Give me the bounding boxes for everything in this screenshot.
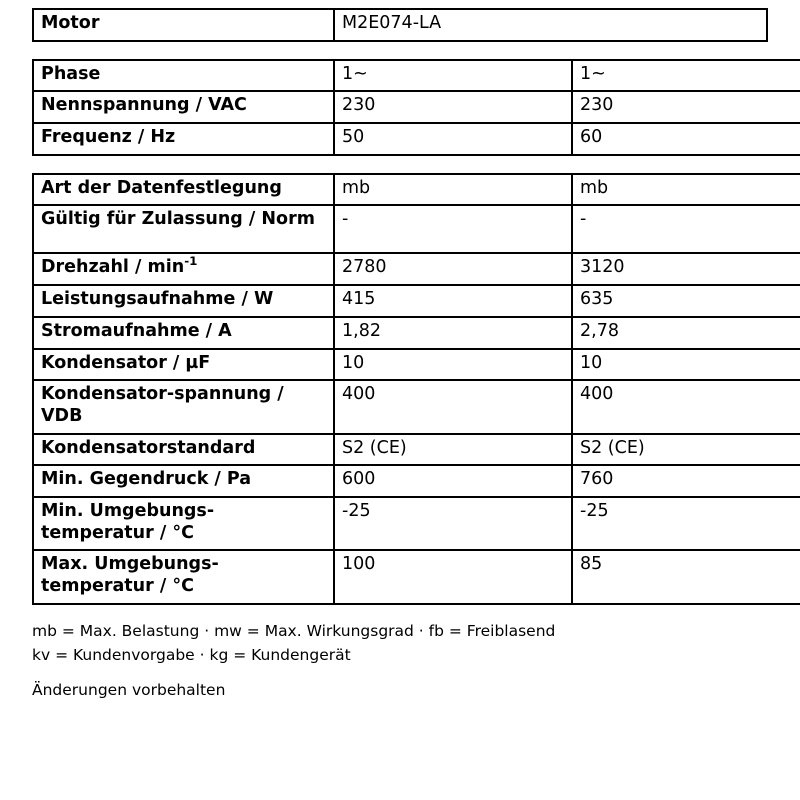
row-value-50hz: 415 bbox=[334, 285, 572, 317]
row-label: Stromaufnahme / A bbox=[33, 317, 334, 349]
row-value-60hz: 635 bbox=[572, 285, 800, 317]
table-row bbox=[33, 550, 800, 603]
row-value-50hz: 1,82 bbox=[334, 317, 572, 349]
row-label: Phase bbox=[33, 60, 334, 92]
table-row bbox=[33, 60, 800, 92]
table-row bbox=[33, 317, 800, 349]
table-row bbox=[33, 465, 800, 497]
footnote-line-1: mb = Max. Belastung · mw = Max. Wirkungsgrad · fb = Freiblasend bbox=[32, 621, 556, 640]
table-row bbox=[33, 253, 800, 285]
electrical-table bbox=[32, 59, 800, 156]
row-value-60hz: 230 bbox=[572, 91, 800, 123]
row-value-50hz: 230 bbox=[334, 91, 572, 123]
motor-header-table bbox=[32, 8, 768, 42]
motor-value: M2E074-LA bbox=[334, 9, 767, 41]
row-label: Min. Gegendruck / Pa bbox=[33, 465, 334, 497]
row-label: Kondensatorstandard bbox=[33, 434, 334, 466]
table-row bbox=[33, 497, 800, 550]
row-value-60hz: 760 bbox=[572, 465, 800, 497]
row-value-50hz: S2 (CE) bbox=[334, 434, 572, 466]
table-row bbox=[33, 349, 800, 381]
row-label: Leistungsaufnahme / W bbox=[33, 285, 334, 317]
row-value-60hz: S2 (CE) bbox=[572, 434, 800, 466]
row-value-50hz: mb bbox=[334, 174, 572, 206]
row-label: Kondensator / µF bbox=[33, 349, 334, 381]
table-row bbox=[33, 380, 800, 433]
table-row bbox=[33, 285, 800, 317]
row-label: Gültig für Zulassung / Norm bbox=[33, 205, 334, 253]
row-value-50hz: 50 bbox=[334, 123, 572, 155]
row-value-50hz: 1~ bbox=[334, 60, 572, 92]
table-row bbox=[33, 174, 800, 206]
row-label: Nennspannung / VAC bbox=[33, 91, 334, 123]
row-label bbox=[33, 253, 334, 285]
row-value-60hz: -25 bbox=[572, 497, 800, 550]
row-value-60hz: 60 bbox=[572, 123, 800, 155]
row-label-exponent: -1 bbox=[184, 254, 198, 269]
row-label: Max. Umgebungs-temperatur / °C bbox=[33, 550, 334, 603]
table-row bbox=[33, 91, 800, 123]
row-label-text: Drehzahl / min bbox=[41, 257, 185, 278]
specification-table bbox=[32, 173, 800, 605]
motor-label: Motor bbox=[33, 9, 334, 41]
row-value-50hz: - bbox=[334, 205, 572, 253]
row-label: Min. Umgebungs-temperatur / °C bbox=[33, 497, 334, 550]
row-value-60hz: 1~ bbox=[572, 60, 800, 92]
row-value-60hz: - bbox=[572, 205, 800, 253]
row-value-60hz: 2,78 bbox=[572, 317, 800, 349]
row-value-50hz: 2780 bbox=[334, 253, 572, 285]
table-row bbox=[33, 434, 800, 466]
row-label: Art der Datenfestlegung bbox=[33, 174, 334, 206]
spacer bbox=[32, 156, 768, 173]
table-row bbox=[33, 9, 767, 41]
changes-reserved-note: Änderungen vorbehalten bbox=[32, 680, 226, 699]
footnote-line-2: kv = Kundenvorgabe · kg = Kundengerät bbox=[32, 645, 351, 664]
footnotes bbox=[32, 619, 768, 667]
row-label: Frequenz / Hz bbox=[33, 123, 334, 155]
row-value-50hz: 100 bbox=[334, 550, 572, 603]
table-row bbox=[33, 205, 800, 253]
spacer bbox=[32, 42, 768, 59]
row-value-60hz: 85 bbox=[572, 550, 800, 603]
row-value-60hz: 10 bbox=[572, 349, 800, 381]
row-value-50hz: 600 bbox=[334, 465, 572, 497]
row-value-60hz: 3120 bbox=[572, 253, 800, 285]
row-value-50hz: -25 bbox=[334, 497, 572, 550]
row-value-60hz: mb bbox=[572, 174, 800, 206]
row-label: Kondensator-spannung / VDB bbox=[33, 380, 334, 433]
row-value-50hz: 10 bbox=[334, 349, 572, 381]
table-row bbox=[33, 123, 800, 155]
row-value-50hz: 400 bbox=[334, 380, 572, 433]
row-value-60hz: 400 bbox=[572, 380, 800, 433]
